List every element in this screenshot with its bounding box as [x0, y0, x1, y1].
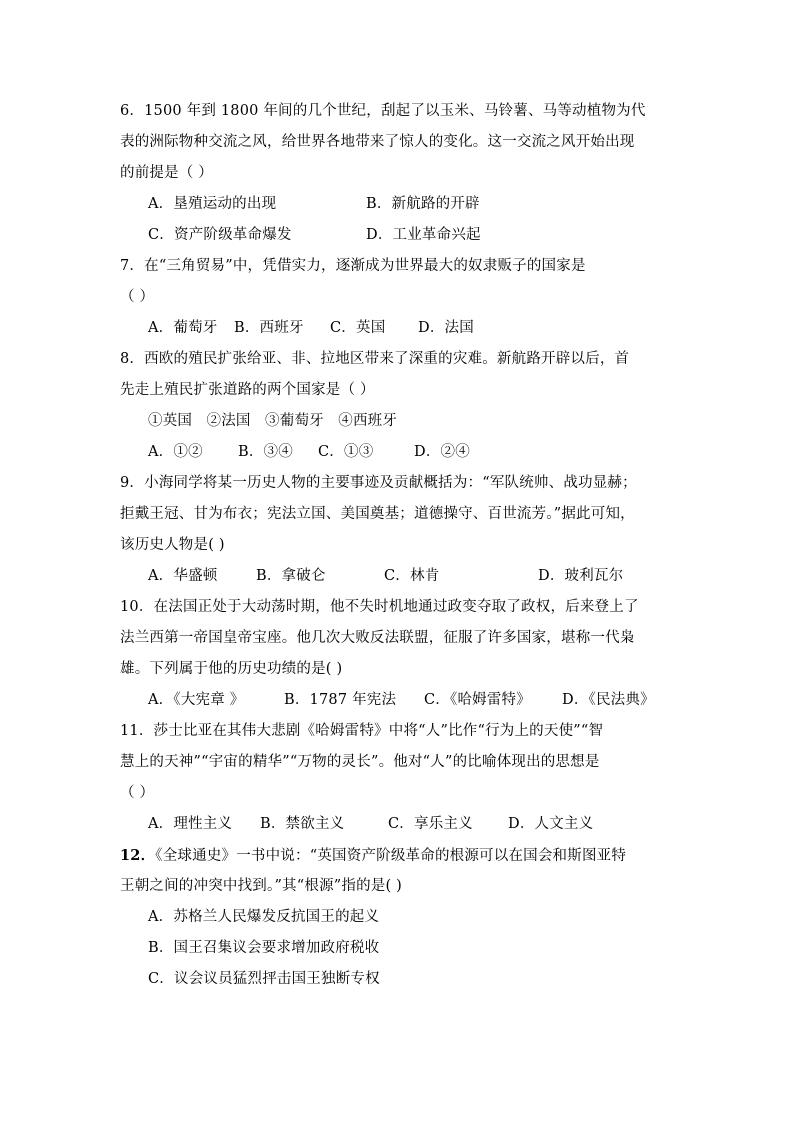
question-12-line-1-text: 《全球通史》一书中说：“英国资产阶级革命的根源可以在国会和斯图亚特: [155, 848, 627, 864]
question-6-line-3: 的前提是（ ）: [120, 165, 214, 181]
question-10-option-c: C．《哈姆雷特》: [424, 692, 531, 708]
question-11-line-3: （ ）: [120, 785, 155, 801]
question-10-line-1: 10．在法国正处于大动荡时期，他不失时机地通过政变夺取了政权，后来登上了: [120, 599, 639, 615]
question-6-option-c: C．资产阶级革命爆发: [148, 227, 292, 243]
question-12-option-a: A．苏格兰人民爆发反抗国王的起义: [148, 909, 380, 925]
question-12-option-c: C．议会议员猛烈抨击国王独断专权: [148, 971, 380, 987]
question-7-option-a: A．葡萄牙: [148, 320, 218, 336]
question-9-option-a: A．华盛顿: [148, 568, 218, 584]
question-9-option-c: C．林肯: [384, 568, 440, 584]
question-10-option-b: B．1787 年宪法: [284, 692, 397, 708]
question-10-option-a: A．《大宪章 》: [148, 692, 245, 708]
question-11-line-2: 慧上的天神”“宇宙的精华”“万物的灵长”。他对“人”的比喻体现出的思想是: [120, 754, 600, 770]
question-7-options: [120, 313, 680, 344]
question-6-options-row-2: [120, 220, 680, 251]
question-9: [120, 468, 680, 592]
question-11-option-d: D．人文主义: [508, 816, 594, 832]
question-7: [120, 251, 680, 344]
question-9-line-1: 9．小海同学将某一历史人物的主要事迹及贡献概括为：“军队统帅、战功显赫；: [120, 475, 637, 491]
question-11-option-b: B．禁欲主义: [260, 816, 345, 832]
question-11-line-1: 11．莎士比亚在其伟大悲剧《哈姆雷特》中将“人”比作“行为上的天使”“智: [120, 723, 604, 739]
question-8-option-d: D．②④: [414, 444, 470, 460]
question-10-options: [120, 685, 680, 716]
question-11-options: [120, 809, 680, 840]
question-7-option-c: C．英国: [330, 320, 386, 336]
question-12-line-1: [120, 840, 680, 871]
question-9-option-d: D．玻利瓦尔: [538, 568, 624, 584]
question-9-line-3: 该历史人物是( ): [120, 537, 225, 553]
question-12-option-b: B．国王召集议会要求增加政府税收: [148, 940, 380, 956]
question-8-options: [120, 437, 680, 468]
question-12: [120, 840, 680, 995]
question-6-option-b: B．新航路的开辟: [366, 196, 480, 212]
question-6-line-2: 表的洲际物种交流之风，给世界各地带来了惊人的变化。这一交流之风开始出现: [120, 134, 635, 150]
question-10-line-2: 法兰西第一帝国皇帝宝座。他几次大败反法联盟，征服了许多国家，堪称一代枭: [120, 630, 635, 646]
question-11-option-a: A．理性主义: [148, 816, 233, 832]
question-7-option-d: D．法国: [418, 320, 474, 336]
question-8-line-1: 8．西欧的殖民扩张给亚、非、拉地区带来了深重的灾难。新航路开辟以后，首: [120, 351, 630, 367]
question-7-line-1: 7．在“三角贸易”中，凭借实力，逐渐成为世界最大的奴隶贩子的国家是: [120, 258, 586, 274]
question-9-option-b: B．拿破仑: [256, 568, 326, 584]
question-8-option-b: B．③④: [238, 444, 293, 460]
question-7-option-b: B．西班牙: [234, 320, 304, 336]
question-6: [120, 96, 680, 251]
question-8: [120, 344, 680, 468]
question-12-line-2: 王朝之间的冲突中找到。”其“根源”指的是( ): [120, 878, 403, 894]
question-6-line-1: 6．1500 年到 1800 年间的几个世纪，刮起了以玉米、马铃薯、马等动植物为代: [120, 103, 646, 119]
question-8-option-a: A．①②: [148, 444, 203, 460]
question-8-line-2: 先走上殖民扩张道路的两个国家是（ ）: [120, 382, 375, 398]
question-6-option-d: D．工业革命兴起: [366, 227, 481, 243]
question-10-line-3: 雄。下列属于他的历史功绩的是( ): [120, 661, 343, 677]
question-8-items: ①英国 ②法国 ③葡萄牙 ④西班牙: [148, 413, 398, 429]
question-8-option-c: C．①③: [318, 444, 374, 460]
question-10-option-d: D．《民法典》: [562, 692, 655, 708]
question-12-number: 12．: [120, 847, 156, 864]
question-11-option-c: C．享乐主义: [388, 816, 473, 832]
exam-page: [120, 96, 680, 995]
question-11: [120, 716, 680, 840]
question-10: [120, 592, 680, 716]
question-9-line-2: 拒戴王冠、甘为布衣；宪法立国、美国奠基；道德操守、百世流芳。”据此可知，: [120, 506, 635, 522]
question-6-options-row-1: [120, 189, 680, 220]
question-6-option-a: A．垦殖运动的出现: [148, 196, 277, 212]
question-9-options: [120, 561, 680, 592]
question-7-line-2: （ ）: [120, 289, 155, 305]
